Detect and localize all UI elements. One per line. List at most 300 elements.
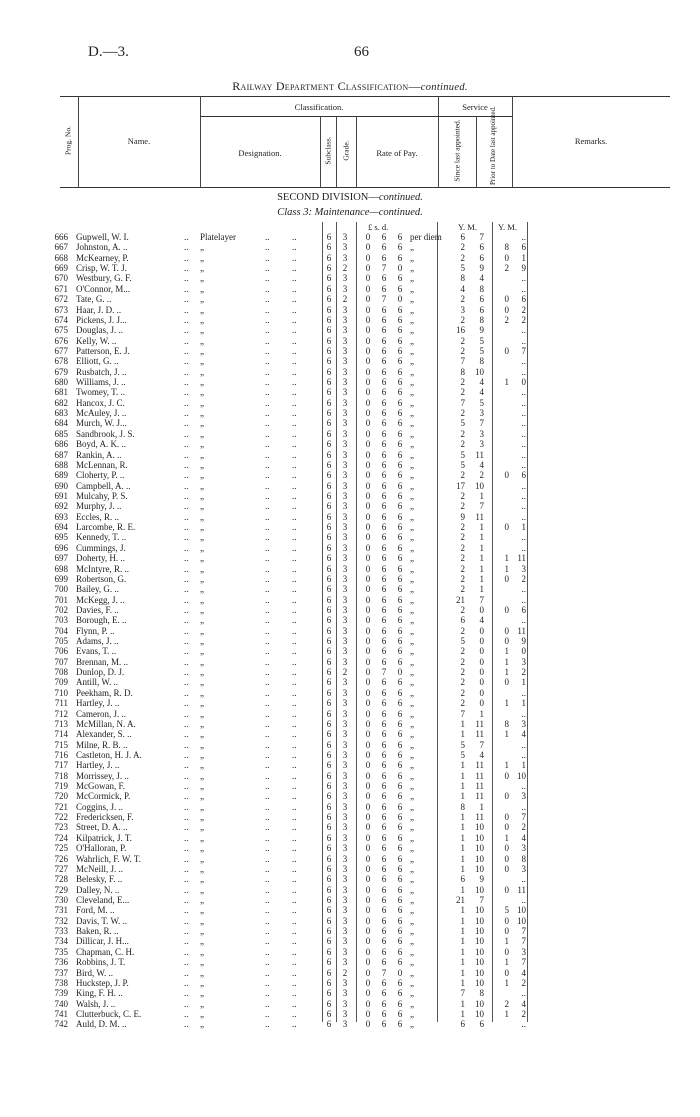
leader-dots: .. [292, 242, 297, 253]
since-months: 10 [475, 822, 484, 833]
table-row [0, 677, 700, 687]
leader-dots: .. [184, 615, 189, 626]
name: Milne, R. B. .. [76, 739, 128, 750]
subclass: 6 [326, 604, 332, 615]
prior-years: 1 [504, 936, 509, 947]
leader-dots: .. [265, 625, 270, 636]
since-years: 1 [460, 1008, 465, 1019]
prior-years: 0 [504, 573, 509, 584]
since-months: 6 [479, 242, 484, 253]
leader-dots: .. [184, 936, 189, 947]
since-years: 2 [460, 687, 465, 698]
leader-dots: .. [265, 739, 270, 750]
table-row [0, 657, 700, 667]
pay-shillings: 6 [381, 1019, 387, 1030]
leader-dots: .. [184, 511, 189, 522]
leader-dots: .. [292, 863, 297, 874]
prior-years: 0 [504, 294, 509, 305]
leader-dots: .. [265, 501, 270, 512]
table-row [0, 367, 700, 377]
pay-shillings: 6 [381, 739, 387, 750]
pay-shillings: 6 [381, 283, 387, 294]
pay-shillings: 6 [381, 718, 387, 729]
designation-ditto: „ [200, 729, 204, 740]
grade: 3 [342, 957, 348, 968]
leader-dots: .. [265, 584, 270, 595]
table-row [0, 315, 700, 325]
prior-months: 10 [517, 905, 526, 916]
prog-no: 734 [54, 936, 68, 947]
designation-ditto: „ [200, 356, 204, 367]
pay-pounds: 0 [365, 263, 371, 274]
col-subclass: Subclass. [323, 136, 333, 165]
pay-pounds: 0 [365, 273, 371, 284]
prog-no: 728 [54, 874, 68, 885]
leader-dots: .. [184, 957, 189, 968]
pay-period-ditto: „ [410, 853, 414, 864]
pay-pounds: 0 [365, 760, 371, 771]
pay-period-ditto: „ [410, 770, 414, 781]
prog-no: 737 [54, 967, 68, 978]
table-row [0, 688, 700, 698]
pay-pounds: 0 [365, 895, 371, 905]
designation-ditto: „ [200, 263, 204, 274]
prior-months: 2 [521, 667, 526, 678]
since-months: 0 [479, 646, 484, 657]
table-row [0, 885, 700, 895]
subclass: 6 [326, 998, 332, 1009]
pay-period-ditto: „ [410, 563, 414, 574]
grade: 3 [342, 843, 348, 854]
prog-no: 739 [54, 988, 68, 999]
since-years: 1 [460, 770, 465, 781]
leader-dots: .. [265, 490, 270, 501]
leader-dots: .. [292, 501, 297, 512]
since-years: 2 [460, 604, 465, 615]
prior-months: .. [521, 749, 526, 760]
prog-no: 692 [54, 501, 68, 512]
table-row [0, 719, 700, 729]
leader-dots: .. [184, 998, 189, 1009]
table-row [0, 750, 700, 760]
pay-pounds: 0 [365, 874, 371, 885]
pay-shillings: 6 [381, 884, 387, 895]
subclass: 6 [326, 812, 332, 823]
leader-dots: .. [184, 822, 189, 833]
prog-no: 712 [54, 708, 68, 719]
pay-period-ditto: „ [410, 646, 414, 657]
grade: 3 [342, 884, 348, 895]
prog-no: 679 [54, 366, 68, 377]
leader-dots: .. [292, 625, 297, 636]
prog-no: 729 [54, 884, 68, 895]
pay-shillings: 6 [381, 356, 387, 367]
leader-dots: .. [184, 905, 189, 916]
subclass: 6 [326, 957, 332, 968]
table-row [0, 968, 700, 978]
pay-shillings: 6 [381, 615, 387, 626]
leader-dots: .. [292, 387, 297, 398]
table-row [0, 636, 700, 646]
designation-ditto: „ [200, 314, 204, 325]
pay-pence: 6 [397, 387, 403, 398]
leader-dots: .. [265, 604, 270, 615]
leader-dots: .. [292, 895, 297, 905]
subclass: 6 [326, 667, 332, 678]
leader-dots: .. [265, 532, 270, 543]
pay-period-ditto: „ [410, 532, 414, 543]
grade: 3 [342, 687, 348, 698]
prior-months: .. [521, 532, 526, 543]
since-years: 3 [460, 304, 465, 315]
leader-dots: .. [265, 345, 270, 356]
designation-ditto: „ [200, 781, 204, 792]
grade: 3 [342, 874, 348, 885]
since-months: 8 [479, 988, 484, 999]
table-row [0, 698, 700, 708]
pay-shillings: 7 [381, 967, 387, 978]
pay-pounds: 0 [365, 470, 371, 481]
designation-ditto: „ [200, 998, 204, 1009]
leader-dots: .. [292, 822, 297, 833]
pay-pounds: 0 [365, 232, 371, 242]
leader-dots: .. [184, 863, 189, 874]
pay-pence: 6 [397, 408, 403, 419]
prior-years: 1 [504, 760, 509, 771]
grade: 3 [342, 335, 348, 346]
leader-dots: .. [265, 729, 270, 740]
pay-pence: 6 [397, 884, 403, 895]
since-years: 5 [460, 739, 465, 750]
leader-dots: .. [292, 615, 297, 626]
table-row [0, 398, 700, 408]
division-continued: continued. [378, 192, 423, 203]
prior-years: 0 [504, 677, 509, 688]
designation-ditto: „ [200, 511, 204, 522]
prior-months: .. [521, 708, 526, 719]
pay-pounds: 0 [365, 418, 371, 429]
leader-dots: .. [265, 884, 270, 895]
prior-months: .. [521, 584, 526, 595]
pay-period-ditto: „ [410, 936, 414, 947]
since-months: 5 [479, 335, 484, 346]
leader-dots: .. [184, 366, 189, 377]
prog-no: 696 [54, 542, 68, 553]
subclass: 6 [326, 304, 332, 315]
since-years: 7 [460, 356, 465, 367]
prog-no: 715 [54, 739, 68, 750]
leader-dots: .. [184, 791, 189, 802]
subclass: 6 [326, 387, 332, 398]
pay-pence: 6 [397, 252, 403, 263]
since-months: 4 [479, 273, 484, 284]
since-years: 1 [460, 832, 465, 843]
pay-pounds: 0 [365, 314, 371, 325]
subclass: 6 [326, 439, 332, 450]
pay-shillings: 6 [381, 791, 387, 802]
since-months: 1 [479, 490, 484, 501]
name: Murphy, J. .. [76, 501, 122, 512]
designation-ditto: „ [200, 677, 204, 688]
since-years: 1 [460, 967, 465, 978]
prior-years: 0 [504, 926, 509, 937]
prog-no: 738 [54, 977, 68, 988]
grade: 3 [342, 501, 348, 512]
prog-no: 706 [54, 646, 68, 657]
designation-ditto: „ [200, 573, 204, 584]
subclass: 6 [326, 449, 332, 460]
prior-months: .. [521, 490, 526, 501]
subclass: 6 [326, 946, 332, 957]
since-years: 2 [460, 377, 465, 388]
prog-no: 676 [54, 335, 68, 346]
since-years: 5 [460, 459, 465, 470]
pay-pence: 6 [397, 625, 403, 636]
leader-dots: .. [292, 470, 297, 481]
subclass: 6 [326, 801, 332, 812]
pay-pence: 0 [397, 967, 403, 978]
leader-dots: .. [265, 822, 270, 833]
prior-years: 0 [504, 967, 509, 978]
prog-no: 691 [54, 490, 68, 501]
table-row [0, 481, 700, 491]
prior-months: 8 [521, 853, 526, 864]
since-years: 2 [460, 470, 465, 481]
grade: 3 [342, 625, 348, 636]
name: Davies, F. .. [76, 604, 119, 615]
prior-months: 11 [517, 625, 526, 636]
pay-pounds: 0 [365, 573, 371, 584]
pay-shillings: 6 [381, 604, 387, 615]
subclass: 6 [326, 791, 332, 802]
pay-pounds: 0 [365, 604, 371, 615]
designation-ditto: „ [200, 294, 204, 305]
leader-dots: .. [292, 553, 297, 564]
leader-dots: .. [292, 377, 297, 388]
pay-period-ditto: „ [410, 273, 414, 284]
pay-period-ditto: „ [410, 884, 414, 895]
pay-pounds: 0 [365, 822, 371, 833]
leader-dots: .. [184, 729, 189, 740]
pay-pence: 6 [397, 874, 403, 885]
since-years: 7 [460, 988, 465, 999]
since-years: 2 [460, 242, 465, 253]
since-months: 11 [475, 812, 484, 823]
leader-dots: .. [184, 335, 189, 346]
pay-pounds: 0 [365, 242, 371, 253]
designation-ditto: „ [200, 967, 204, 978]
prog-no: 732 [54, 915, 68, 926]
name: Johnston, A. .. [76, 242, 128, 253]
pay-pence: 6 [397, 739, 403, 750]
leader-dots: .. [265, 294, 270, 305]
prior-months: 1 [521, 677, 526, 688]
pay-pence: 6 [397, 356, 403, 367]
table-row [0, 543, 700, 553]
leader-dots: .. [265, 1019, 270, 1030]
since-months: 4 [479, 377, 484, 388]
leader-dots: .. [184, 749, 189, 760]
leader-dots: .. [265, 553, 270, 564]
designation-ditto: „ [200, 459, 204, 470]
leader-dots: .. [184, 470, 189, 481]
prog-no: 724 [54, 832, 68, 843]
subclass: 6 [326, 781, 332, 792]
leader-dots: .. [265, 263, 270, 274]
subclass: 6 [326, 542, 332, 553]
leader-dots: .. [184, 636, 189, 647]
pay-shillings: 6 [381, 915, 387, 926]
prior-months: .. [521, 511, 526, 522]
pay-period-ditto: „ [410, 263, 414, 274]
name: Auld, D. M. .. [76, 1019, 127, 1030]
leader-dots: .. [292, 366, 297, 377]
leader-dots: .. [184, 832, 189, 843]
grade: 3 [342, 584, 348, 595]
pay-period-ditto: „ [410, 967, 414, 978]
header-code: D.—3. [88, 44, 129, 60]
designation-ditto: „ [200, 946, 204, 957]
prog-no: 688 [54, 459, 68, 470]
designation-ditto: „ [200, 553, 204, 564]
designation-ditto: „ [200, 594, 204, 605]
table-row [0, 232, 700, 242]
prior-months: 7 [521, 936, 526, 947]
prior-months: .. [521, 449, 526, 460]
pay-pence: 6 [397, 822, 403, 833]
table-row [0, 729, 700, 739]
prior-months: 3 [521, 718, 526, 729]
subclass: 6 [326, 522, 332, 533]
leader-dots: .. [184, 594, 189, 605]
since-months: 0 [479, 656, 484, 667]
leader-dots: .. [184, 843, 189, 854]
prior-years: 1 [504, 667, 509, 678]
prior-months: 4 [521, 967, 526, 978]
leader-dots: .. [292, 708, 297, 719]
pay-pence: 6 [397, 687, 403, 698]
pay-pence: 6 [397, 397, 403, 408]
subclass: 6 [326, 967, 332, 978]
leader-dots: .. [184, 428, 189, 439]
name: Eccles, R. .. [76, 511, 119, 522]
subclass: 6 [326, 252, 332, 263]
name: Dunlop, D. J. [76, 667, 125, 678]
grade: 2 [342, 294, 348, 305]
col-service: Service [462, 102, 488, 112]
name: Kelly, W. .. [76, 335, 117, 346]
leader-dots: .. [265, 522, 270, 533]
prog-no: 680 [54, 377, 68, 388]
since-years: 2 [460, 646, 465, 657]
leader-dots: .. [292, 532, 297, 543]
prior-years: 1 [504, 832, 509, 843]
since-years: 1 [460, 998, 465, 1009]
pay-pence: 6 [397, 781, 403, 792]
name: Murch, W. J... [76, 418, 127, 429]
subclass: 6 [326, 739, 332, 750]
grade: 3 [342, 646, 348, 657]
leader-dots: .. [292, 232, 297, 242]
designation-ditto: „ [200, 936, 204, 947]
pay-shillings: 6 [381, 304, 387, 315]
since-years: 5 [460, 749, 465, 760]
pay-shillings: 7 [381, 294, 387, 305]
since-years: 1 [460, 936, 465, 947]
leader-dots: .. [292, 884, 297, 895]
designation-ditto: „ [200, 377, 204, 388]
pay-shillings: 6 [381, 936, 387, 947]
table-row [0, 822, 700, 832]
since-months: 6 [479, 294, 484, 305]
pay-pounds: 0 [365, 636, 371, 647]
pay-pounds: 0 [365, 542, 371, 553]
pay-period-ditto: „ [410, 905, 414, 916]
grade: 3 [342, 480, 348, 491]
leader-dots: .. [184, 439, 189, 450]
prior-months: 9 [521, 636, 526, 647]
leader-dots: .. [265, 915, 270, 926]
subclass: 6 [326, 718, 332, 729]
leader-dots: .. [292, 449, 297, 460]
since-years: 2 [460, 408, 465, 419]
since-months: 1 [479, 801, 484, 812]
designation-ditto: „ [200, 584, 204, 595]
name: Hartley, J. .. [76, 698, 120, 709]
leader-dots: .. [292, 687, 297, 698]
grade: 3 [342, 656, 348, 667]
name: Huckstep, J. P. [76, 977, 129, 988]
prior-years: 1 [504, 656, 509, 667]
subclass: 6 [326, 636, 332, 647]
name: O'Connor, M... [76, 283, 131, 294]
pay-shillings: 6 [381, 946, 387, 957]
leader-dots: .. [265, 636, 270, 647]
pay-pence: 6 [397, 853, 403, 864]
table-row [0, 532, 700, 542]
pay-pounds: 0 [365, 801, 371, 812]
unit-prior: Y. M. [498, 222, 517, 232]
pay-pounds: 0 [365, 749, 371, 760]
table-row [0, 854, 700, 864]
prior-months: 3 [521, 563, 526, 574]
table-row [0, 336, 700, 346]
pay-shillings: 7 [381, 667, 387, 678]
prog-no: 730 [54, 895, 68, 905]
subclass: 6 [326, 832, 332, 843]
table-row [0, 957, 700, 967]
designation-ditto: „ [200, 283, 204, 294]
since-months: 1 [479, 522, 484, 533]
pay-pounds: 0 [365, 283, 371, 294]
prior-months: 0 [521, 377, 526, 388]
since-months: 1 [479, 563, 484, 574]
since-months: 10 [475, 843, 484, 854]
since-years: 2 [460, 428, 465, 439]
leader-dots: .. [265, 687, 270, 698]
subclass: 6 [326, 905, 332, 916]
pay-pence: 6 [397, 812, 403, 823]
prior-years: 0 [504, 252, 509, 263]
pay-pence: 6 [397, 242, 403, 253]
prior-years: 0 [504, 843, 509, 854]
leader-dots: .. [292, 345, 297, 356]
subclass: 6 [326, 677, 332, 688]
subclass: 6 [326, 936, 332, 947]
leader-dots: .. [292, 718, 297, 729]
table-row [0, 802, 700, 812]
prior-years: 0 [504, 812, 509, 823]
